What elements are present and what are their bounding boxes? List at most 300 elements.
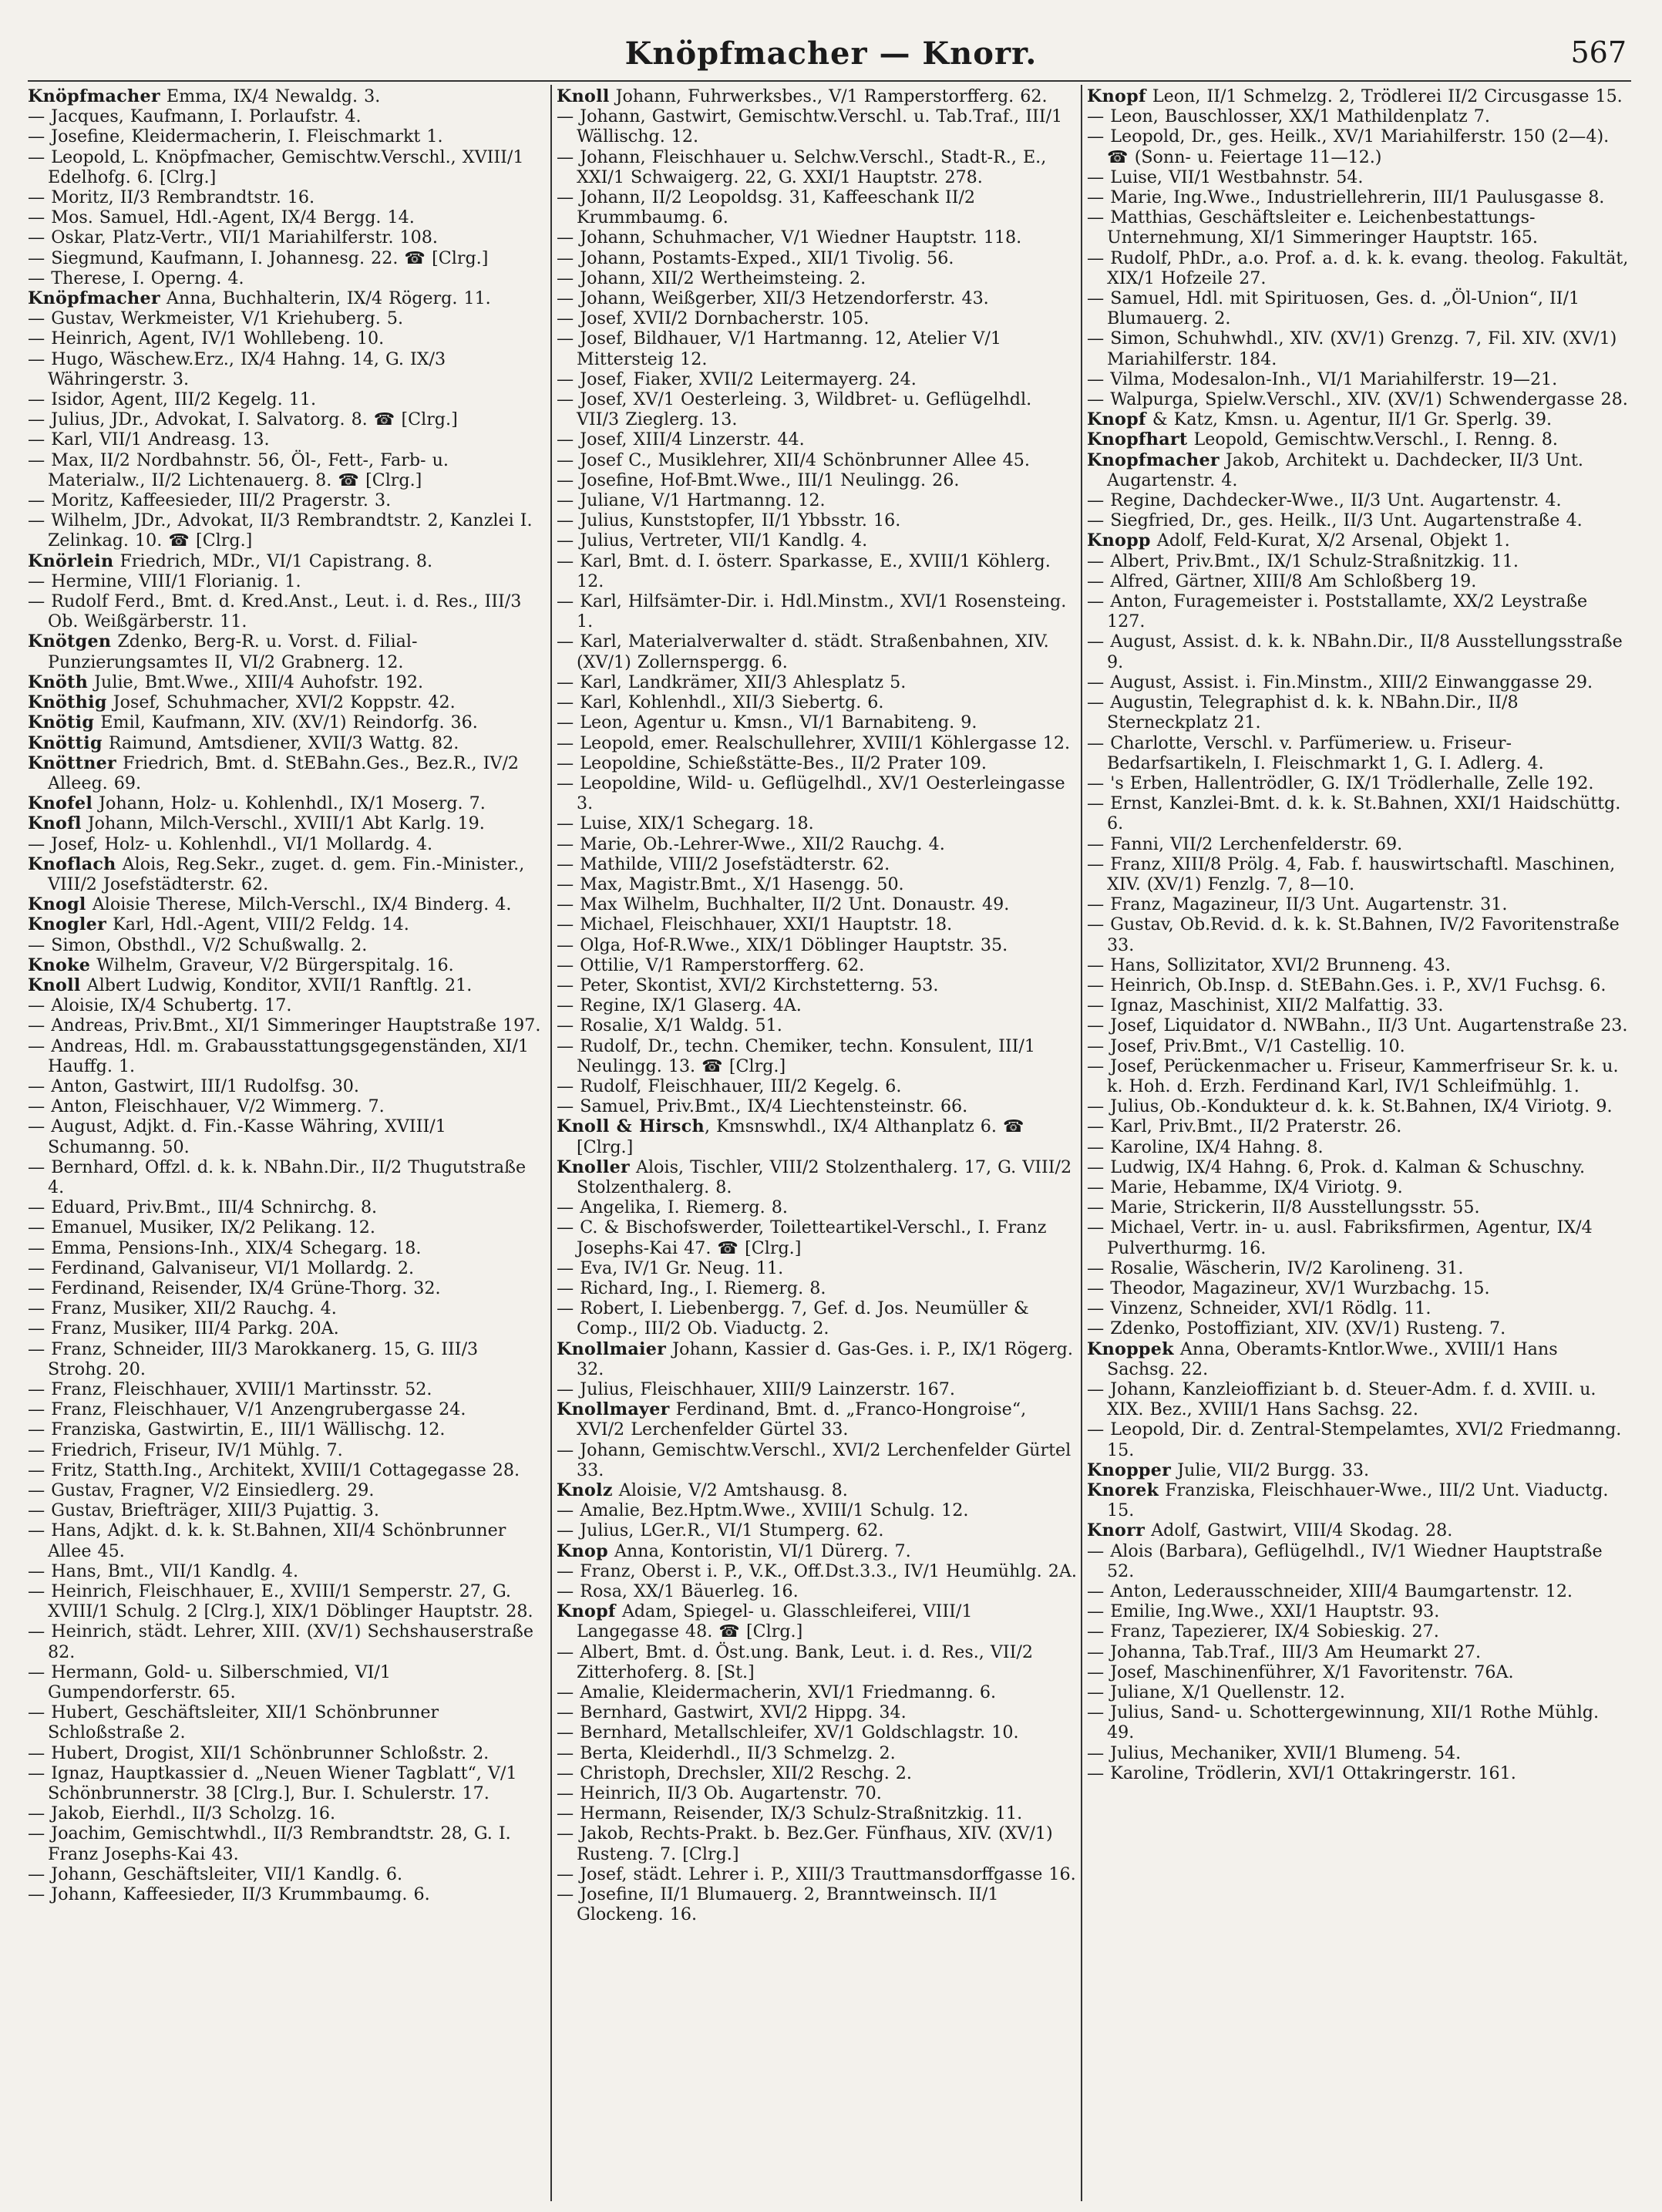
directory-entry [557,1864,1077,1884]
header-rule [28,80,1631,82]
directory-entry [28,1864,548,1884]
entry-text: — Franz, Fleischhauer, V/1 Anzengrubergasse 24. [28,1399,466,1420]
directory-entry [28,126,548,146]
entry-surname: Knoll [557,86,610,106]
directory-entry [557,773,1077,813]
directory-entry [28,1096,548,1116]
entry-text: — Josef, XV/1 Oesterleing. 3, Wildbret- u. Geflügelhdl. VII/3 Zieglerg. 13. [557,389,1032,430]
directory-entry [28,894,548,914]
directory-entry [557,1500,1077,1520]
entry-text: — Julius, Kunststopfer, II/1 Ybbsstr. 16. [557,510,901,531]
entry-text: — Karl, Materialverwalter d. städt. Straßenbahnen, XIV. (XV/1) Zollernspergg. 6. [557,631,1049,672]
directory-entry [1087,1763,1630,1783]
entry-text: — Heinrich, städt. Lehrer, XIII. (XV/1) Sechshauserstraße 82. [28,1621,533,1662]
entry-text: — Franz, Musiker, III/4 Parkg. 20A. [28,1318,339,1339]
directory-entry [1087,1642,1630,1662]
directory-entry [1087,288,1630,328]
entry-text: — Josef, städt. Lehrer i. P., XIII/3 Trauttmansdorffgasse 16. [557,1864,1076,1884]
directory-entry [1087,409,1630,429]
directory-entry [28,288,548,308]
directory-entry [557,308,1077,328]
directory-entry [557,470,1077,490]
directory-entry [28,1116,548,1157]
entry-text: , Kmsnswhdl., IX/4 Althanplatz 6. ☎ [Clrg.] [577,1116,1024,1157]
directory-entry [28,1157,548,1197]
directory-entry [557,995,1077,1015]
directory-entry [28,854,548,894]
directory-entry [28,1621,548,1662]
entry-text: — Rudolf, PhDr., a.o. Prof. a. d. k. k. evang. theolog. Fakultät, XIX/1 Hofzeile 27. [1087,247,1629,288]
directory-entry [1087,1036,1630,1056]
directory-entry [28,813,548,833]
entry-surname: Knoll & Hirsch [557,1116,705,1137]
entry-text: — Karl, Hilfsämter-Dir. i. Hdl.Minstm., XVI/1 Rosensteing. 1. [557,591,1067,632]
directory-entry [1087,207,1630,247]
entry-surname: Knopf [557,1601,616,1622]
entry-text: — Rudolf, Dr., techn. Chemiker, techn. Konsulent, III/1 Neulingg. 13. ☎ [Clrg.] [557,1035,1035,1076]
directory-entry [28,1318,548,1338]
entry-text: — Johann, XII/2 Wertheimsteing. 2. [557,268,866,288]
directory-entry [1087,1015,1630,1035]
directory-entry [557,1096,1077,1116]
directory-entry [28,147,548,187]
directory-entry [1087,631,1630,672]
directory-entry [1087,328,1630,369]
entry-text: — Hubert, Geschäftsleiter, XII/1 Schönbrunner Schloßstraße 2. [28,1702,439,1743]
entry-text: — Amalie, Kleidermacherin, XVI/1 Friedmanng. 6. [557,1682,996,1703]
directory-entry [1087,975,1630,995]
entry-text: — C. & Bischofswerder, Toiletteartikel-Verschl., I. Franz Josephs-Kai 47. ☎ [Clrg.] [557,1217,1047,1258]
entry-text: Johann, Holz- u. Kohlenhdl., IX/1 Moserg. 7. [93,793,486,814]
directory-entry [557,1339,1077,1379]
entry-text: — Regine, Dachdecker-Wwe., II/3 Unt. Augartenstr. 4. [1087,490,1562,511]
entry-text: — Josefine, Kleidermacherin, I. Fleischmarkt 1. [28,126,443,147]
entry-text: — Andreas, Priv.Bmt., XI/1 Simmeringer Hauptstraße 197. [28,1015,541,1036]
entry-text: — Johann, Weißgerber, XII/3 Hetzendorferstr. 43. [557,288,989,309]
entry-text: — Mathilde, VIII/2 Josefstädterstr. 62. [557,853,890,874]
entry-text: — Max, II/2 Nordbahnstr. 56, Öl-, Fett-, Farb- u. Materialw., II/2 Lichtenauerg. 8. ☎ [Clrg.] [28,449,449,490]
entry-text: — Josef, Fiaker, XVII/2 Leitermayerg. 24. [557,369,917,389]
entry-text: — Siegmund, Kaufmann, I. Johannesg. 22. ☎ [Clrg.] [28,247,489,268]
entry-text: — Hubert, Drogist, XII/1 Schönbrunner Schloßstr. 2. [28,1742,490,1763]
directory-entry [557,1197,1077,1217]
entry-surname: Knörlein [28,550,114,571]
entry-text: Ferdinand, Bmt. d. „Franco-Hongroise“, XVI/2 Lerchenfelder Gürtel 33. [577,1399,1027,1440]
entry-text: — Juliane, V/1 Hartmanng. 12. [557,490,826,511]
directory-entry [557,1722,1077,1742]
entry-text: — Gustav, Fragner, V/2 Einsiedlerg. 29. [28,1480,375,1501]
directory-entry [28,268,548,288]
directory-entry [1087,1743,1630,1763]
directory-entry [28,389,548,409]
entry-text: — Walpurga, Spielw.Verschl., XIV. (XV/1) Schwendergasse 28. [1087,389,1628,410]
directory-entry [28,106,548,126]
directory-entry [1087,1258,1630,1278]
directory-entry [1087,914,1630,954]
directory-entry [1087,1581,1630,1601]
directory-entry [557,1743,1077,1763]
entry-text: — Andreas, Hdl. m. Grabausstattungsgegenständen, XI/1 Hauffg. 1. [28,1035,529,1076]
entry-text: Johann, Fuhrwerksbes., V/1 Ramperstorfferg. 62. [609,86,1048,106]
entry-text: — Josef, XIII/4 Linzerstr. 44. [557,429,805,450]
directory-entry [1087,1541,1630,1581]
directory-entry [28,995,548,1015]
directory-entry [557,1803,1077,1823]
directory-entry [28,490,548,510]
entry-text: — Josef C., Musiklehrer, XII/4 Schönbrunner Allee 45. [557,449,1030,470]
directory-entry [1087,1217,1630,1258]
directory-entry [1087,854,1630,894]
entry-text: — Franz, Fleischhauer, XVIII/1 Martinsstr. 52. [28,1379,432,1399]
directory-entry [557,935,1077,955]
entry-surname: Knopfhart [1087,429,1188,450]
entry-text: — Karl, Priv.Bmt., II/2 Praterstr. 26. [1087,1116,1402,1137]
directory-entry [1087,490,1630,510]
directory-entry [1087,1520,1630,1540]
directory-entry [28,1884,548,1904]
directory-entry [557,1520,1077,1540]
entry-text: — Leopold, Dr., ges. Heilk., XV/1 Mariahilferstr. 150 (2—4). ☎ (Sonn- u. Feiertage 11—12.) [1087,126,1610,167]
directory-entry [28,510,548,550]
entry-text: — Ignaz, Maschinist, XII/2 Malfattig. 33. [1087,995,1444,1016]
directory-entry [557,1480,1077,1500]
entry-text: — Franz, XIII/8 Prölg. 4, Fab. f. hauswirtschaftl. Maschinen, XIV. (XV/1) Fenzlg. 7, 8—10. [1087,853,1616,894]
directory-entry [28,1197,548,1217]
entry-text: — Hans, Adjkt. d. k. k. St.Bahnen, XII/4 Schönbrunner Allee 45. [28,1520,506,1561]
entry-text: — Marie, Ob.-Lehrer-Wwe., XII/2 Rauchg. 4. [557,833,945,854]
directory-entry [1087,1318,1630,1338]
entry-text: — Hermine, VIII/1 Florianig. 1. [28,571,301,591]
entry-text: — Matthias, Geschäftsleiter e. Leichenbestattungs-Unternehmung, XI/1 Simmeringer Hauptstr. 165. [1087,207,1538,248]
entry-text: Friedrich, MDr., VI/1 Capistrang. 8. [113,550,433,571]
directory-entry [1087,248,1630,288]
entry-text: — Samuel, Hdl. mit Spirituosen, Ges. d. „Öl-Union“, II/1 Blumauerg. 2. [1087,288,1580,329]
directory-entry [557,530,1077,550]
directory-entry [28,1015,548,1035]
directory-entry [28,1803,548,1823]
entry-text: — Anton, Gastwirt, III/1 Rudolfsg. 30. [28,1076,359,1096]
entry-text: Alois, Tischler, VIII/2 Stolzenthalerg. 17, G. VIII/2 Stolzenthalerg. 8. [577,1157,1072,1197]
entry-text: — Jakob, Rechts-Prakt. b. Bez.Ger. Fünfhaus, XIV. (XV/1) Rusteng. 7. [Clrg.] [557,1823,1053,1864]
page-number: 567 [1570,35,1627,69]
directory-entry [1087,1096,1630,1116]
entry-surname: Knoll [28,975,81,995]
entry-text: — Luise, VII/1 Westbahnstr. 54. [1087,167,1364,187]
directory-entry [557,1561,1077,1581]
entry-surname: Knoller [557,1157,630,1177]
page-title: Knöpfmacher — Knorr. [624,35,1038,72]
entry-text: — Aloisie, IX/4 Schubertg. 17. [28,995,292,1016]
directory-entry [557,591,1077,631]
entry-text: — Josef, XVII/2 Dornbacherstr. 105. [557,308,870,329]
entry-text: — Karl, Kohlenhdl., XII/3 Siebertg. 6. [557,692,884,713]
directory-entry [1087,1157,1630,1177]
entry-surname: Knopper [1087,1460,1172,1480]
directory-entry [557,106,1077,146]
directory-entry [1087,1298,1630,1318]
entry-text: — Augustin, Telegraphist d. k. k. NBahn.Dir., II/8 Sterneckplatz 21. [1087,692,1519,733]
entry-text: — Bernhard, Gastwirt, XVI/2 Hippg. 34. [557,1702,907,1723]
directory-entry [28,591,548,631]
entry-text: — Ludwig, IX/4 Hahng. 6, Prok. d. Kalman & Schuschny. [1087,1157,1586,1177]
entry-text: — Johann, Gastwirt, Gemischtw.Verschl. u. Tab.Traf., III/1 Wällischg. 12. [557,106,1063,147]
entry-text: — Jakob, Eierhdl., II/3 Scholzg. 16. [28,1803,336,1824]
entry-text: — Max, Magistr.Bmt., X/1 Hasengg. 50. [557,874,904,894]
directory-entry [557,147,1077,187]
directory-entry [1087,450,1630,490]
directory-entry [28,86,548,106]
directory-entry [28,227,548,247]
entry-text: — Robert, I. Liebenbergg. 7, Gef. d. Jos. Neumüller & Comp., III/2 Ob. Viaductg. 2. [557,1298,1029,1339]
entry-text: — Johann, Geschäftsleiter, VII/1 Kandlg. 6. [28,1864,403,1884]
directory-entry [28,1561,548,1581]
directory-entry [557,975,1077,995]
entry-text: Alois, Reg.Sekr., zuget. d. gem. Fin.-Minister., VIII/2 Josefstädterstr. 62. [48,853,525,894]
entry-text: — Heinrich, II/3 Ob. Augartenstr. 70. [557,1783,882,1804]
entry-text: Anna, Kontoristin, VI/1 Dürerg. 7. [607,1540,911,1561]
entry-text: — Johann, Kanzleioffiziant b. d. Steuer-Adm. f. d. XVIII. u. XIX. Bez., XVIII/1 Hans Sachsg. 22. [1087,1379,1596,1420]
entry-text: Aloisie, V/2 Amtshausg. 8. [612,1480,848,1501]
entry-text: — Ferdinand, Galvaniseur, VI/1 Mollardg. 2. [28,1258,415,1278]
directory-entry [557,369,1077,389]
entry-text: — Michael, Vertr. in- u. ausl. Fabriksfirmen, Agentur, IX/4 Pulverthurmg. 16. [1087,1217,1593,1258]
entry-text: — Franz, Schneider, III/3 Marokkanerg. 15, G. III/3 Strohg. 20. [28,1338,479,1379]
directory-entry [28,1036,548,1076]
directory-entry [557,1217,1077,1258]
entry-text: — Peter, Skontist, XVI/2 Kirchstetterng. 53. [557,975,939,995]
entry-surname: Knötgen [28,631,112,652]
entry-text: — Leopoldine, Wild- u. Geflügelhdl., XV/1 Oesterleingasse 3. [557,773,1065,814]
directory-entry [557,914,1077,934]
directory-entry [557,1601,1077,1641]
directory-entry [28,975,548,995]
entry-text: — Bernhard, Offzl. d. k. k. NBahn.Dir., II/2 Thugutstraße 4. [28,1157,527,1197]
directory-entry [28,935,548,955]
entry-text: Anna, Buchhalterin, IX/4 Rögerg. 11. [160,288,491,309]
directory-entry [28,429,548,449]
entry-text: — Josef, Priv.Bmt., V/1 Castellig. 10. [1087,1035,1405,1056]
directory-entry [1087,429,1630,449]
entry-text: — Fritz, Statth.Ing., Architekt, XVIII/1 Cottagegasse 28. [28,1460,520,1480]
entry-text: — 's Erben, Hallentrödler, G. IX/1 Trödlerhalle, Zelle 192. [1087,773,1594,793]
directory-entry [28,571,548,591]
entry-text: — Karl, VII/1 Andreasg. 13. [28,429,270,450]
entry-text: — Vinzenz, Schneider, XVI/1 Rödlg. 11. [1087,1298,1432,1319]
directory-entry [557,268,1077,288]
directory-entry [28,450,548,490]
entry-text: Adam, Spiegel- u. Glasschleiferei, VIII/1 Langegasse 48. ☎ [Clrg.] [577,1601,973,1642]
entry-text: & Katz, Kmsn. u. Agentur, II/1 Gr. Sperlg. 39. [1146,409,1553,430]
entry-surname: Knollmaier [557,1338,667,1359]
directory-entry [557,450,1077,470]
directory-entry [28,1823,548,1864]
directory-entry [557,1823,1077,1864]
directory-entry [28,733,548,753]
entry-text: — Theodor, Magazineur, XV/1 Wurzbachg. 15. [1087,1278,1490,1298]
entry-text: — August, Assist. i. Fin.Minstm., XIII/2 Einwanggasse 29. [1087,672,1593,692]
directory-entry [28,1298,548,1318]
directory-entry [1087,1379,1630,1419]
entry-surname: Knöttig [28,732,103,753]
entry-text: — Johann, Gemischtw.Verschl., XVI/2 Lerchenfelder Gürtel 33. [557,1439,1072,1480]
entry-surname: Knop [557,1540,608,1561]
entry-text: — Leopold, Dir. d. Zentral-Stempelamtes, XVI/2 Friedmanng. 15. [1087,1419,1622,1460]
entry-text: — Amalie, Bez.Hptm.Wwe., XVIII/1 Schulg. 12. [557,1500,969,1521]
entry-text: — Gustav, Briefträger, XIII/3 Pujattig. 3. [28,1500,379,1521]
directory-entry [1087,1480,1630,1520]
directory-entry [1087,1056,1630,1096]
directory-entry [28,1238,548,1258]
entry-text: — Leon, Bauschlosser, XX/1 Mathildenplatz 7. [1087,106,1490,127]
directory-entry [1087,1682,1630,1702]
directory-entry [557,1682,1077,1702]
entry-text: — Josef, Perückenmacher u. Friseur, Kammerfriseur Sr. k. u. k. Hoh. d. Erzh. Ferdinand Karl, IV/1 Schleifmühlg. 1. [1087,1055,1619,1096]
entry-text: — Johann, Postamts-Exped., XII/1 Tivolig. 56. [557,247,954,268]
entry-text: Emma, IX/4 Newaldg. 3. [160,86,381,106]
entry-text: Franziska, Fleischhauer-Wwe., III/2 Unt. Viaductg. 15. [1107,1480,1609,1521]
entry-text: — Luise, XIX/1 Schegarg. 18. [557,813,814,834]
directory-entry [28,1339,548,1379]
entry-text: — Josefine, Hof-Bmt.Wwe., III/1 Neulingg. 26. [557,470,960,490]
directory-entry [1087,530,1630,550]
entry-text: — Isidor, Agent, III/2 Kegelg. 11. [28,389,317,410]
entry-text: — Heinrich, Fleischhauer, E., XVIII/1 Semperstr. 27, G. XVIII/1 Schulg. 2 [Clrg.], XIX/1 Döblinger Hauptstr. 28. [28,1581,533,1622]
entry-text: — Johann, Schuhmacher, V/1 Wiedner Hauptstr. 118. [557,227,1022,248]
entry-text: — Julius, LGer.R., VI/1 Stumperg. 62. [557,1520,884,1541]
directory-entry [557,187,1077,227]
entry-text: — Rosalie, Wäscherin, IV/2 Karolineng. 31. [1087,1258,1464,1278]
directory-entry [557,955,1077,975]
directory-entry [557,631,1077,672]
entry-text: — Samuel, Priv.Bmt., IX/4 Liechtensteinstr. 66. [557,1096,968,1117]
entry-surname: Knöthig [28,692,107,713]
directory-entry [1087,86,1630,106]
entry-text: — Simon, Schuhwhdl., XIV. (XV/1) Grenzg. 7, Fil. XIV. (XV/1) Mariahilferstr. 184. [1087,328,1617,369]
directory-entry [1087,733,1630,773]
entry-text: — Hans, Bmt., VII/1 Kandlg. 4. [28,1561,299,1581]
directory-entry [557,389,1077,429]
entry-text: — Anton, Lederausschneider, XIII/4 Baumgartenstr. 12. [1087,1581,1573,1602]
entry-surname: Knöth [28,672,89,692]
directory-entry [557,894,1077,914]
entry-surname: Knoke [28,954,91,975]
entry-text: Anna, Oberamts-Kntlor.Wwe., XVIII/1 Hans Sachsg. 22. [1107,1338,1558,1379]
entry-text: — Oskar, Platz-Vertr., VII/1 Mariahilferstr. 108. [28,227,438,248]
directory-entry [557,1298,1077,1338]
directory-entry [557,429,1077,449]
entry-text: — Bernhard, Metallschleifer, XV/1 Goldschlagstr. 10. [557,1722,1019,1743]
entry-text: — Josef, Liquidator d. NWBahn., II/3 Unt. Augartenstraße 23. [1087,1015,1628,1036]
directory-entry [557,288,1077,308]
directory-entry [1087,894,1630,914]
entry-text: — Gustav, Werkmeister, V/1 Kriehuberg. 5. [28,308,404,329]
entry-surname: Knoppek [1087,1338,1174,1359]
directory-entry [28,1076,548,1096]
entry-surname: Knopf [1087,409,1146,430]
entry-text: Friedrich, Bmt. d. StEBahn.Ges., Bez.R., IV/2 Alleeg. 69. [48,752,520,793]
directory-entry [1087,1137,1630,1157]
directory-entry [28,1399,548,1419]
entry-text: — Marie, Hebamme, IX/4 Viriotg. 9. [1087,1177,1403,1197]
entry-text: — Berta, Kleiderhdl., II/3 Schmelzg. 2. [557,1742,896,1763]
directory-entry [557,1884,1077,1924]
entry-text: — Mos. Samuel, Hdl.-Agent, IX/4 Bergg. 14. [28,207,415,228]
entry-surname: Knötig [28,712,95,733]
entry-text: — Josefine, II/1 Blumauerg. 2, Branntweinsch. II/1 Glockeng. 16. [557,1884,999,1925]
directory-entry [1087,126,1630,167]
directory-entry [557,1763,1077,1783]
entry-text: — Johann, Fleischhauer u. Selchw.Verschl., Stadt-R., E., XXI/1 Schwaigerg. 22, G. XXI/1 Hauptstr. 278. [557,146,1047,187]
entry-surname: Knöpfmacher [28,288,160,309]
directory-entry [28,1743,548,1763]
entry-surname: Knopp [1087,530,1151,551]
entry-text: — Friedrich, Friseur, IV/1 Mühlg. 7. [28,1439,343,1460]
directory-entry [28,1520,548,1561]
entry-text: — Josef, Holz- u. Kohlenhdl., VI/1 Mollardg. 4. [28,833,433,854]
entry-text: — Gustav, Ob.Revid. d. k. k. St.Bahnen, IV/2 Favoritenstraße 33. [1087,914,1620,955]
directory-entry [1087,551,1630,571]
directory-entry [557,1702,1077,1722]
entry-surname: Knopfmacher [1087,449,1220,470]
directory-entry [557,490,1077,510]
entry-text: Leon, II/1 Schmelzg. 2, Trödlerei II/2 Circusgasse 15. [1146,86,1623,106]
directory-entry [557,712,1077,732]
entry-text: Raimund, Amtsdiener, XVII/3 Wattg. 82. [102,732,459,753]
entry-text: — Therese, I. Operng. 4. [28,268,244,288]
column-middle [557,86,1077,2199]
entry-text: — Karl, Bmt. d. I. österr. Sparkasse, E., XVIII/1 Köhlerg. 12. [557,550,1051,591]
entry-text: — Leopold, L. Knöpfmacher, Gemischtw.Verschl., XVIII/1 Edelhofg. 6. [Clrg.] [28,146,524,187]
directory-entry [28,187,548,207]
directory-entry [557,551,1077,591]
entry-text: — Joachim, Gemischtwhdl., II/3 Rembrandtstr. 28, G. I. Franz Josephs-Kai 43. [28,1823,511,1864]
directory-entry [557,1116,1077,1157]
entry-text: — Rudolf Ferd., Bmt. d. Kred.Anst., Leut. i. d. Res., III/3 Ob. Weißgärberstr. 11. [28,591,522,632]
entry-text: — Karl, Landkrämer, XII/3 Ahlesplatz 5. [557,672,907,692]
directory-entry [557,1642,1077,1682]
entry-text: — Marie, Ing.Wwe., Industriellehrerin, III/1 Paulusgasse 8. [1087,187,1605,208]
entry-text: — Ferdinand, Reisender, IX/4 Grüne-Thorg. 32. [28,1278,441,1298]
entry-text: — Alfred, Gärtner, XIII/8 Am Schloßberg 19. [1087,571,1477,591]
directory-entry [557,1076,1077,1096]
directory-entry [28,1217,548,1237]
directory-entry [1087,1702,1630,1742]
directory-entry [1087,571,1630,591]
directory-entry [557,227,1077,247]
entry-text: Julie, VII/2 Burgg. 33. [1171,1460,1370,1480]
directory-entry [557,1379,1077,1399]
entry-text: — Zdenko, Postoffiziant, XIV. (XV/1) Rusteng. 7. [1087,1318,1506,1339]
entry-text: Emil, Kaufmann, XIV. (XV/1) Reindorfg. 36. [94,712,478,733]
directory-entry [557,328,1077,369]
directory-entry [1087,955,1630,975]
entry-text: — August, Adjkt. d. Fin.-Kasse Währing, XVIII/1 Schumanng. 50. [28,1116,446,1157]
directory-entry [557,1036,1077,1076]
directory-entry [1087,1339,1630,1379]
entry-text: — Julius, Vertreter, VII/1 Kandlg. 4. [557,530,868,551]
directory-entry [557,1258,1077,1278]
page-header [31,29,1631,76]
entry-text: Julie, Bmt.Wwe., XIII/4 Auhofstr. 192. [88,672,424,692]
directory-entry [557,1278,1077,1298]
entry-text: — Hans, Sollizitator, XVI/2 Brunneng. 43. [1087,954,1451,975]
directory-entry [1087,1621,1630,1641]
directory-entry [557,813,1077,833]
directory-entry [557,874,1077,894]
entry-text: Karl, Hdl.-Agent, VIII/2 Feldg. 14. [106,914,409,935]
entry-text: — Wilhelm, JDr., Advokat, II/3 Rembrandtstr. 2, Kanzlei I. Zelinkag. 10. ☎ [Clrg.] [28,510,533,551]
entry-text: — Anton, Fleischhauer, V/2 Wimmerg. 7. [28,1096,385,1117]
